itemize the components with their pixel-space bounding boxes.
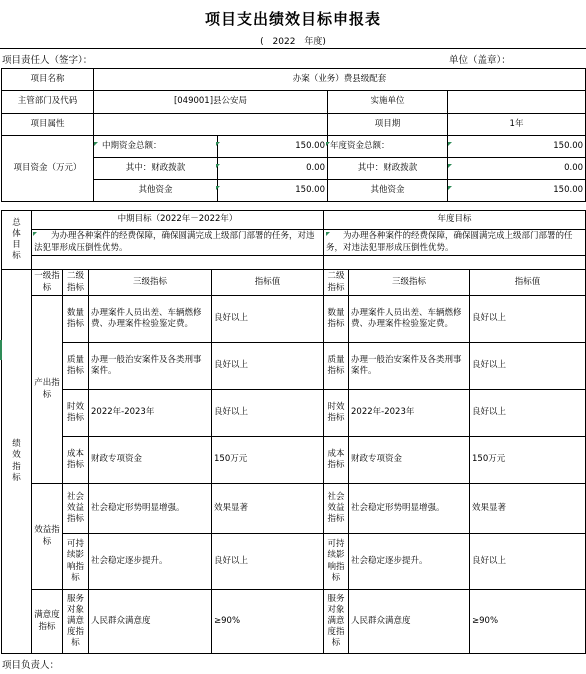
dept-label: 主管部门及代码 <box>2 91 94 114</box>
row3-value-year: 150万元 <box>470 437 586 484</box>
row5-l2-year: 可持续影响指标 <box>324 534 349 590</box>
top-divider <box>0 48 586 49</box>
period-value: 1年 <box>448 114 586 136</box>
row4-l3-year: 社会稳定形势明显增强。 <box>349 484 470 534</box>
mid-total-label: 中期资金总额： <box>94 136 218 158</box>
mid-goal-text: 为办理各种案件的经费保障，确保圆满完成上级部门部署的任务，对违法犯罪形成压倒性优势。 <box>32 230 324 256</box>
year-fiscal-label: 其中：财政拨款 <box>328 158 448 180</box>
indicators-label: 绩效指标 <box>2 270 32 654</box>
col-l2-header-year: 二级指标 <box>324 270 349 296</box>
row4-l2: 社会效益指标 <box>63 484 89 534</box>
row1-l3: 办理一般治安案件及各类刑事案件。 <box>89 343 212 390</box>
year-goal-header: 年度目标 <box>324 211 586 230</box>
year-fiscal-value: 0.00 <box>448 158 586 180</box>
year-other-label: 其他资金 <box>328 180 448 202</box>
row2-value: 良好以上 <box>212 390 324 437</box>
row2-value-year: 良好以上 <box>470 390 586 437</box>
responsible-label: 项目责任人（签字）： <box>2 55 93 66</box>
impl-unit-label: 实施单位 <box>328 91 448 114</box>
project-name-value: 办案（业务）费县级配套 <box>94 69 586 91</box>
col-l3-header: 三级指标 <box>89 270 212 296</box>
impl-unit-value <box>448 91 586 114</box>
row4-l2-year: 社会效益指标 <box>324 484 349 534</box>
row0-l2: 数量指标 <box>63 296 89 343</box>
year-value: 2022 <box>272 37 296 47</box>
year-unit: 年度) <box>304 37 326 47</box>
col-l1-header: 一级指标 <box>32 270 63 296</box>
row4-value-year: 效果显著 <box>470 484 586 534</box>
mid-total-value: 150.00 <box>218 136 328 158</box>
attr-value <box>94 114 328 136</box>
row4-l3: 社会稳定形势明显增强。 <box>89 484 212 534</box>
row6-l3-year: 人民群众满意度 <box>349 590 470 654</box>
cell-marker <box>94 142 98 146</box>
col-value-header-year: 指标值 <box>470 270 586 296</box>
unit-seal-label: 单位（盖章）： <box>449 55 511 66</box>
year-open: ( <box>260 37 264 47</box>
mid-goal-header: 中期目标（2022年－2022年） <box>32 211 324 230</box>
project-info-table <box>1 68 586 202</box>
row6-l2-year: 服务对象满意度指标 <box>324 590 349 654</box>
row3-l2-year: 成本指标 <box>324 437 349 484</box>
year-goal-text: 为办理各种案件的经费保障，确保圆满完成上级部门部署的任务，对违法犯罪形成压倒性优势。 <box>324 230 586 256</box>
row6-value-year: ≥90% <box>470 590 586 654</box>
row5-l3: 社会稳定逐步提升。 <box>89 534 212 590</box>
row5-value-year: 良好以上 <box>470 534 586 590</box>
row1-l2-year: 质量指标 <box>324 343 349 390</box>
cell-marker <box>326 232 330 236</box>
col-value-header: 指标值 <box>212 270 324 296</box>
cell-marker <box>448 164 452 168</box>
row1-value-year: 良好以上 <box>470 343 586 390</box>
cell-marker <box>33 232 37 236</box>
row0-value-year: 良好以上 <box>470 296 586 343</box>
row5-l2: 可持续影响指标 <box>63 534 89 590</box>
row3-l3: 财政专项资金 <box>89 437 212 484</box>
year-goal-spacer <box>324 256 586 270</box>
row2-l2-year: 时效指标 <box>324 390 349 437</box>
attr-label: 项目属性 <box>2 114 94 136</box>
row1-value: 良好以上 <box>212 343 324 390</box>
row6-l3: 人民群众满意度 <box>89 590 212 654</box>
row6-value: ≥90% <box>212 590 324 654</box>
row1-l2: 质量指标 <box>63 343 89 390</box>
row0-l2-year: 数量指标 <box>324 296 349 343</box>
row3-l3-year: 财政专项资金 <box>349 437 470 484</box>
row0-value: 良好以上 <box>212 296 324 343</box>
year-total-label: 年度资金总额： <box>328 136 448 158</box>
funds-label: 项目资金（万元） <box>2 136 94 202</box>
row0-l3-year: 办理案件人员出差、车辆燃修费、办理案件检验鉴定费。 <box>349 296 470 343</box>
goals-label: 总体目标 <box>2 211 32 270</box>
row2-l3: 2022年-2023年 <box>89 390 212 437</box>
row5-value: 良好以上 <box>212 534 324 590</box>
row6-l2: 服务对象满意度指标 <box>63 590 89 654</box>
cell-marker <box>326 142 330 146</box>
mid-fiscal-value: 0.00 <box>218 158 328 180</box>
group-satisfaction-label: 满意度指标 <box>32 590 63 654</box>
form-title: 项目支出绩效目标申报表 <box>204 10 381 28</box>
project-name-label: 项目名称 <box>2 69 94 91</box>
mid-other-label: 其他资金 <box>94 180 218 202</box>
left-edge-marker <box>0 340 2 360</box>
row0-l3: 办理案件人员出差、车辆燃修费、办理案件检验鉴定费。 <box>89 296 212 343</box>
col-l2-header: 二级指标 <box>63 270 89 296</box>
cell-marker <box>216 164 220 168</box>
year-line <box>0 34 586 47</box>
year-total-value: 150.00 <box>448 136 586 158</box>
group-output-label: 产出指标 <box>32 296 63 484</box>
leader-label: 项目负责人： <box>2 660 60 671</box>
row3-value: 150万元 <box>212 437 324 484</box>
row2-l3-year: 2022年-2023年 <box>349 390 470 437</box>
dept-value: [049001]县公安局 <box>94 91 328 114</box>
row4-value: 效果显著 <box>212 484 324 534</box>
cell-marker <box>216 142 220 146</box>
mid-goal-spacer <box>32 256 324 270</box>
group-benefit-label: 效益指标 <box>32 484 63 590</box>
row5-l3-year: 社会稳定逐步提升。 <box>349 534 470 590</box>
col-l3-header-year: 三级指标 <box>349 270 470 296</box>
period-label: 项目期 <box>328 114 448 136</box>
row3-l2: 成本指标 <box>63 437 89 484</box>
mid-fiscal-label: 其中：财政拨款 <box>94 158 218 180</box>
cell-marker <box>448 186 452 190</box>
row1-l3-year: 办理一般治安案件及各类刑事案件。 <box>349 343 470 390</box>
cell-marker <box>448 142 452 146</box>
cell-marker <box>216 186 220 190</box>
year-other-value: 150.00 <box>448 180 586 202</box>
mid-other-value: 150.00 <box>218 180 328 202</box>
row2-l2: 时效指标 <box>63 390 89 437</box>
performance-table <box>1 210 586 654</box>
